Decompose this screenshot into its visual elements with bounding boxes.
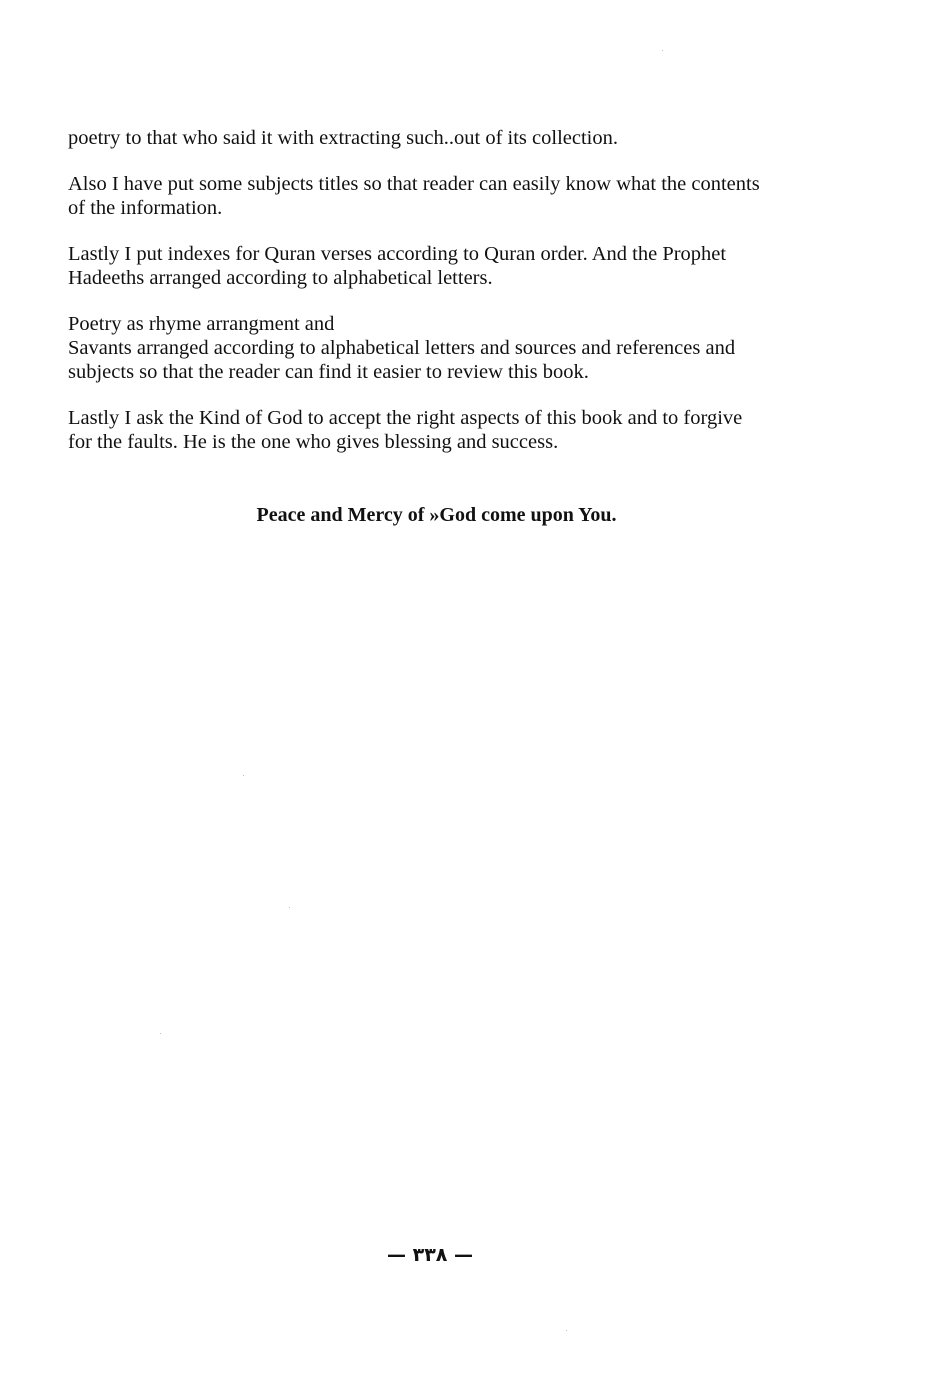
paragraph-line: Also I have put some subjects titles so that reader can easily know what the contents	[68, 173, 760, 195]
scan-speck	[566, 1330, 567, 1331]
paragraph-line: subjects so that the reader can find it easier to review this book.	[68, 361, 589, 383]
paragraph-line: poetry to that who said it with extracting such..out of its collection.	[68, 127, 618, 149]
paragraph-4	[68, 312, 818, 384]
paragraph-line: Poetry as rhyme arrangment and	[68, 313, 335, 335]
paragraph-2	[68, 172, 818, 220]
scan-speck	[289, 907, 290, 908]
paragraph-line: Lastly I put indexes for Quran verses according to Quran order. And the Prophet	[68, 243, 727, 265]
paragraph-line: Hadeeths arranged according to alphabetical letters.	[68, 267, 493, 289]
paragraph-5	[68, 406, 818, 454]
page-number: — ٣٣٨ —	[386, 1244, 474, 1266]
paragraph-1	[68, 126, 818, 150]
scan-speck	[662, 50, 663, 51]
scan-speck	[160, 1033, 161, 1034]
paragraph-line: Lastly I ask the Kind of God to accept the right aspects of this book and to forgive	[68, 407, 743, 429]
body-text	[68, 126, 818, 476]
paragraph-3	[68, 242, 818, 290]
paragraph-line: of the information.	[68, 197, 223, 219]
scan-speck	[243, 775, 244, 776]
paragraph-line: Savants arranged according to alphabetical letters and sources and references and	[68, 337, 736, 359]
closing-line: Peace and Mercy of »God come upon You.	[256, 504, 617, 526]
paragraph-line: for the faults. He is the one who gives blessing and success.	[68, 431, 559, 453]
